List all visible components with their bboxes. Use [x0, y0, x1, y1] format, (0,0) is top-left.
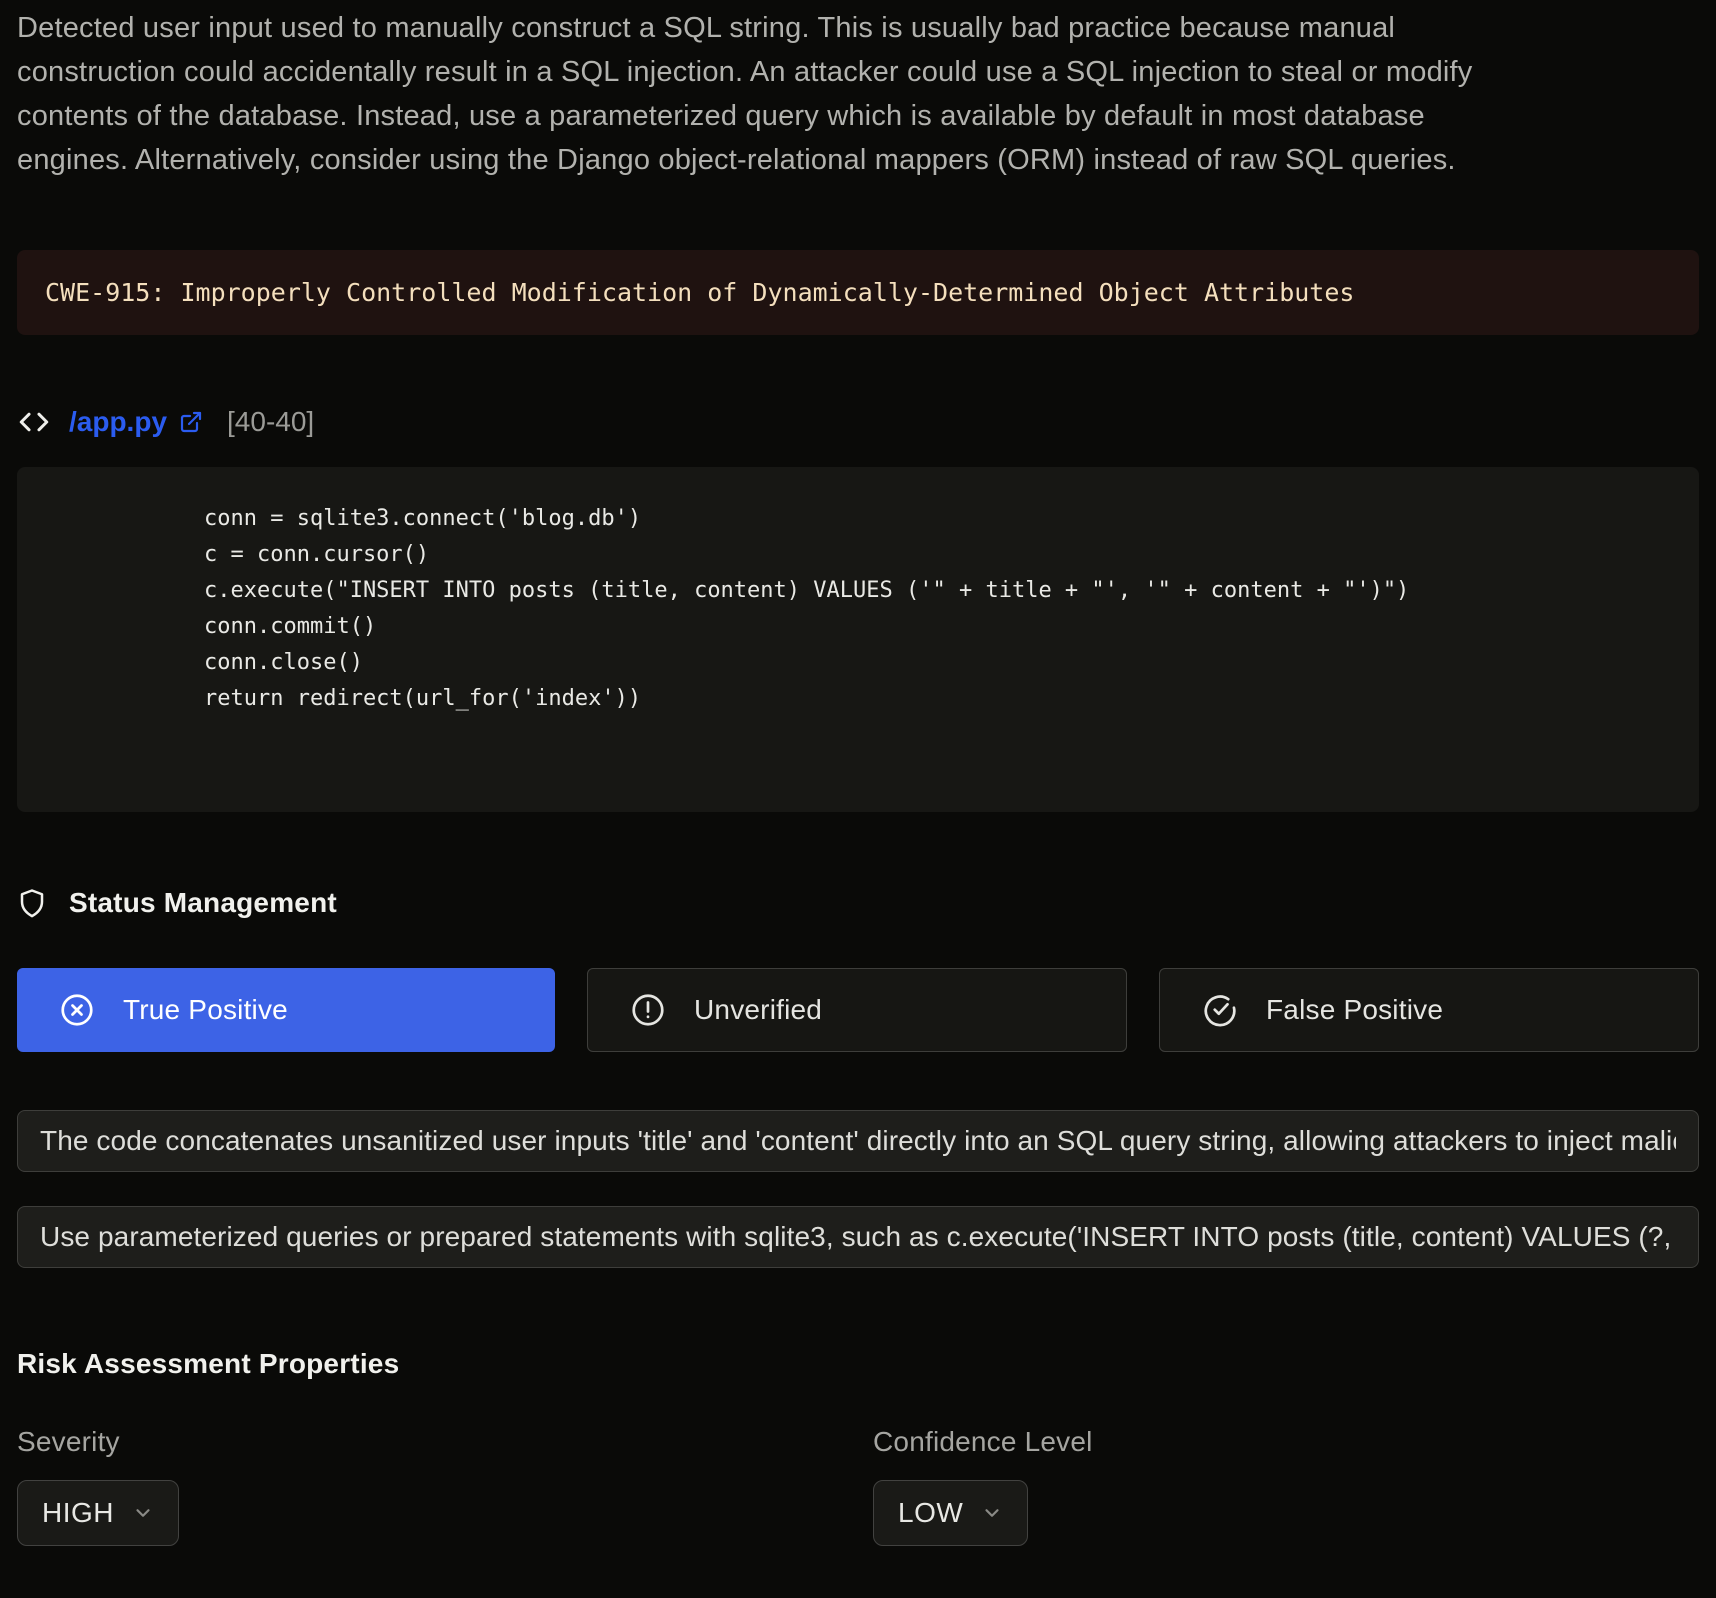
analysis-note-input[interactable] — [17, 1110, 1699, 1172]
code-snippet-block — [17, 467, 1699, 812]
severity-dropdown[interactable] — [17, 1480, 179, 1546]
code-line: conn.commit() — [204, 614, 377, 639]
line-range-label: [40-40] — [227, 406, 315, 437]
severity-value: HIGH — [42, 1497, 114, 1528]
file-path-link[interactable] — [69, 406, 203, 438]
severity-label: Severity — [17, 1426, 120, 1457]
confidence-field — [873, 1426, 1699, 1546]
code-line: conn = sqlite3.connect('blog.db') — [204, 506, 642, 531]
status-management-heading — [17, 886, 1699, 920]
confidence-value: LOW — [898, 1497, 964, 1528]
chevron-down-icon — [981, 1502, 1003, 1524]
severity-field — [17, 1426, 873, 1546]
unverified-label: Unverified — [694, 994, 823, 1025]
risk-properties-grid — [17, 1426, 1699, 1546]
code-line: c = conn.cursor() — [204, 542, 430, 567]
external-link-icon — [179, 410, 203, 434]
code-brackets-icon — [17, 405, 51, 439]
chevron-down-icon — [132, 1502, 154, 1524]
code-line: c.execute("INSERT INTO posts (title, content) VALUES ('" + title + "', '" + content + "')") — [204, 578, 1410, 603]
check-circle-icon — [1202, 992, 1238, 1028]
true-positive-button[interactable] — [17, 968, 555, 1052]
status-management-title: Status Management — [69, 887, 337, 918]
false-positive-label: False Positive — [1266, 994, 1444, 1025]
code-line: return redirect(url_for('index')) — [204, 686, 642, 711]
code-snippet-text — [17, 467, 1699, 717]
confidence-dropdown[interactable] — [873, 1480, 1028, 1546]
file-path-text: /app.py — [69, 406, 168, 437]
cwe-banner-text: CWE-915: Improperly Controlled Modification of Dynamically-Determined Object Attributes — [45, 278, 1355, 307]
finding-description: Detected user input used to manually construct a SQL string. This is usually bad practice because manual construction could accidentally result in a SQL injection. An attacker could use a SQL injection to steal or modify contents of the database. Instead, use a parameterized query which is available by default in most database engines. Alternatively, consider using the Django object-relational mappers (ORM) instead of raw SQL queries. — [17, 12, 1473, 176]
x-circle-icon — [59, 992, 95, 1028]
risk-assessment-title: Risk Assessment Properties — [17, 1348, 400, 1379]
cwe-banner — [17, 250, 1699, 335]
unverified-button[interactable] — [587, 968, 1127, 1052]
true-positive-label: True Positive — [123, 994, 288, 1025]
confidence-label: Confidence Level — [873, 1426, 1093, 1457]
shield-icon — [17, 886, 47, 920]
status-button-group — [17, 968, 1699, 1052]
alert-circle-icon — [630, 992, 666, 1028]
code-line: conn.close() — [204, 650, 363, 675]
recommendation-note-input[interactable] — [17, 1206, 1699, 1268]
file-reference-row — [17, 405, 1699, 439]
false-positive-button[interactable] — [1159, 968, 1699, 1052]
